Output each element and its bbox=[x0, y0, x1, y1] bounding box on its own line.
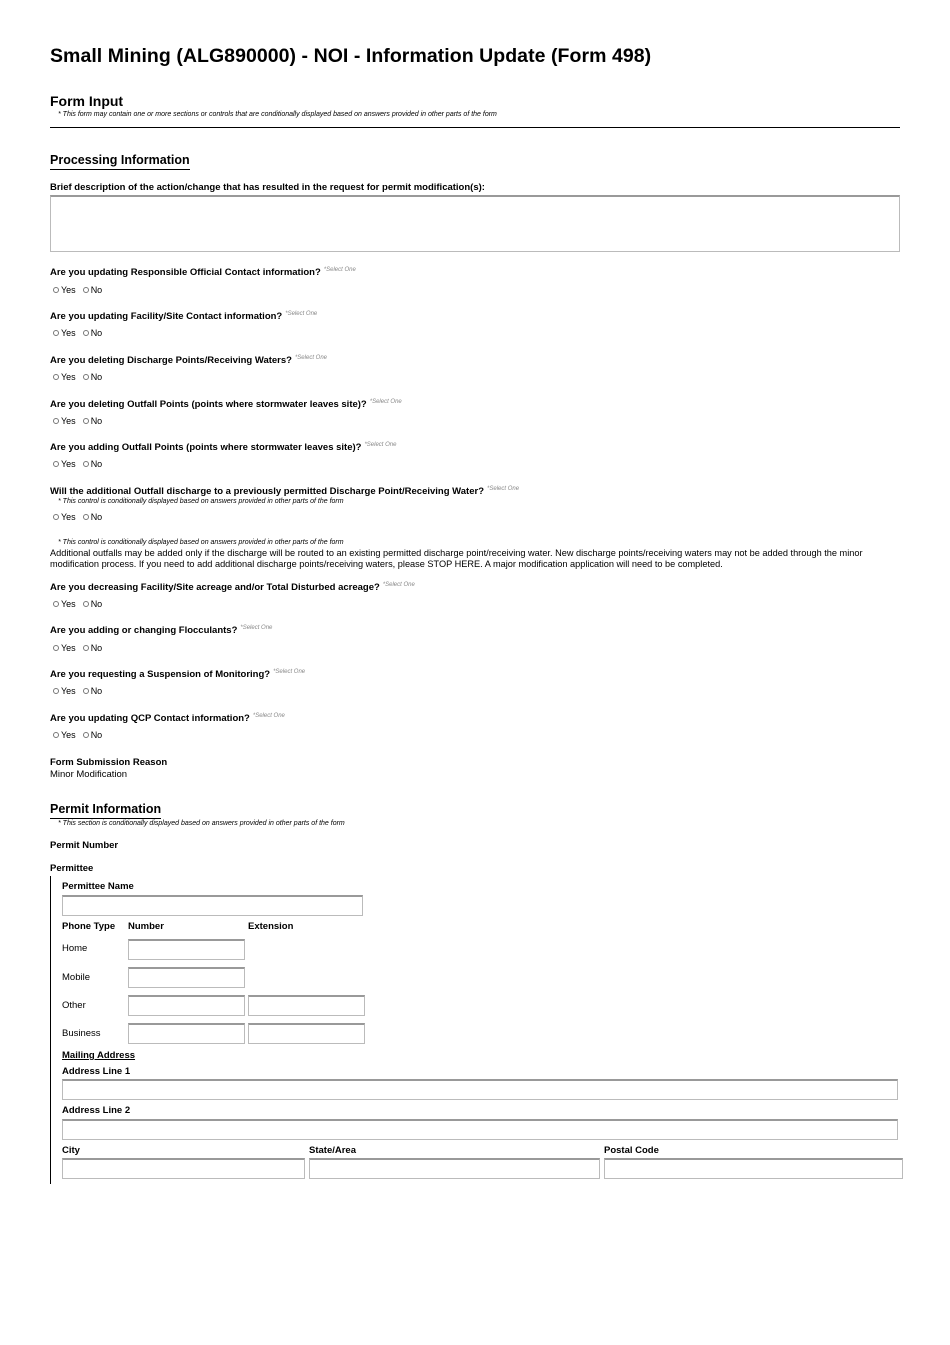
address-line-2-input[interactable] bbox=[62, 1119, 898, 1140]
address-line-2-label: Address Line 2 bbox=[62, 1105, 131, 1116]
postal-code-label: Postal Code bbox=[604, 1145, 659, 1156]
form-input-note: * This form may contain one or more sections or controls that are conditionally displayed based on answers provided in other parts of the form bbox=[58, 111, 497, 118]
form-input-heading: Form Input bbox=[50, 93, 124, 109]
business-extension-input[interactable] bbox=[248, 1023, 365, 1044]
radio-no[interactable] bbox=[83, 374, 89, 380]
radio-no[interactable] bbox=[83, 601, 89, 607]
city-label: City bbox=[62, 1145, 80, 1156]
paragraph-conditional-note: * This control is conditionally displayed based on answers provided in other parts of the form bbox=[58, 539, 344, 546]
radio-no[interactable] bbox=[83, 461, 89, 467]
phone-type-business: Business bbox=[62, 1028, 101, 1039]
radio-no[interactable] bbox=[83, 732, 89, 738]
radio-yes[interactable] bbox=[53, 645, 59, 651]
permittee-name-input[interactable] bbox=[62, 895, 363, 916]
question-adding-outfall-points: Are you adding Outfall Points (points where stormwater leaves site)? $^{*Select One}$ bbox=[50, 442, 397, 453]
home-number-input[interactable] bbox=[128, 939, 245, 960]
question-suspension-monitoring: Are you requesting a Suspension of Monitoring? $^{*Select One}$ bbox=[50, 669, 306, 680]
radio-yes[interactable] bbox=[53, 418, 59, 424]
radio-group-responsible-official: Yes No bbox=[53, 285, 109, 295]
other-extension-input[interactable] bbox=[248, 995, 365, 1016]
other-number-input[interactable] bbox=[128, 995, 245, 1016]
phone-extension-header: Extension bbox=[248, 921, 294, 932]
processing-heading: Processing Information bbox=[50, 153, 190, 170]
question-deleting-outfall-points: Are you deleting Outfall Points (points where stormwater leaves site)? $^{*Select One}$ bbox=[50, 399, 402, 410]
page-title: Small Mining (ALG890000) - NOI - Information Update (Form 498) bbox=[50, 45, 652, 67]
radio-no[interactable] bbox=[83, 418, 89, 424]
divider bbox=[50, 127, 900, 128]
phone-type-header: Phone Type bbox=[62, 921, 116, 932]
radio-group-additional-outfall-discharge: Yes No bbox=[53, 512, 109, 522]
state-label: State/Area bbox=[309, 1145, 356, 1156]
radio-yes[interactable] bbox=[53, 461, 59, 467]
radio-yes[interactable] bbox=[53, 601, 59, 607]
radio-no[interactable] bbox=[83, 645, 89, 651]
radio-group-qcp-contact: Yes No bbox=[53, 730, 109, 740]
radio-group-deleting-discharge-points: Yes No bbox=[53, 372, 109, 382]
description-textarea[interactable] bbox=[50, 195, 900, 252]
phone-type-home: Home bbox=[62, 943, 88, 954]
submission-reason-value: Minor Modification bbox=[50, 769, 128, 780]
radio-yes[interactable] bbox=[53, 374, 59, 380]
question-qcp-contact: Are you updating QCP Contact information? $^{*Select One}$ bbox=[50, 713, 285, 724]
permittee-group-border bbox=[50, 876, 51, 1184]
radio-group-adding-outfall-points: Yes No bbox=[53, 459, 109, 469]
phone-type-mobile: Mobile bbox=[62, 972, 90, 983]
question-additional-outfall-discharge: Will the additional Outfall discharge to a previously permitted Discharge Point/Receiving Water? $^{*Select One}$ bbox=[50, 486, 520, 497]
radio-no[interactable] bbox=[83, 688, 89, 694]
business-number-input[interactable] bbox=[128, 1023, 245, 1044]
phone-type-other: Other bbox=[62, 1000, 86, 1011]
radio-yes[interactable] bbox=[53, 330, 59, 336]
permit-number-label: Permit Number bbox=[50, 840, 119, 851]
address-line-1-label: Address Line 1 bbox=[62, 1066, 131, 1077]
question-flocculants: Are you adding or changing Flocculants? $^{*Select One}$ bbox=[50, 625, 273, 636]
radio-group-suspension-monitoring: Yes No bbox=[53, 686, 109, 696]
radio-no[interactable] bbox=[83, 330, 89, 336]
mobile-number-input[interactable] bbox=[128, 967, 245, 988]
address-line-1-input[interactable] bbox=[62, 1079, 898, 1100]
permittee-label: Permittee bbox=[50, 863, 94, 874]
radio-yes[interactable] bbox=[53, 688, 59, 694]
radio-group-flocculants: Yes No bbox=[53, 643, 109, 653]
radio-no[interactable] bbox=[83, 514, 89, 520]
submission-reason-label: Form Submission Reason bbox=[50, 757, 168, 768]
permit-heading: Permit Information bbox=[50, 802, 161, 819]
radio-group-decreasing-acreage: Yes No bbox=[53, 599, 109, 609]
radio-yes[interactable] bbox=[53, 287, 59, 293]
question-decreasing-acreage: Are you decreasing Facility/Site acreage and/or Total Disturbed acreage? $^{*Select One}$ bbox=[50, 582, 415, 593]
permittee-name-label: Permittee Name bbox=[62, 881, 134, 892]
question-responsible-official: Are you updating Responsible Official Contact information? $^{*Select One}$ bbox=[50, 267, 356, 278]
city-input[interactable] bbox=[62, 1158, 305, 1179]
mailing-address-label: Mailing Address bbox=[62, 1050, 136, 1061]
description-label: Brief description of the action/change that has resulted in the request for permit modification(s): bbox=[50, 182, 485, 193]
state-input[interactable] bbox=[309, 1158, 600, 1179]
radio-no[interactable] bbox=[83, 287, 89, 293]
control-conditional-note: * This control is conditionally displayed based on answers provided in other parts of the form bbox=[58, 498, 344, 505]
radio-yes[interactable] bbox=[53, 514, 59, 520]
radio-group-deleting-outfall-points: Yes No bbox=[53, 416, 109, 426]
radio-yes[interactable] bbox=[53, 732, 59, 738]
question-facility-contact: Are you updating Facility/Site Contact information? $^{*Select One}$ bbox=[50, 311, 318, 322]
postal-code-input[interactable] bbox=[604, 1158, 903, 1179]
phone-number-header: Number bbox=[128, 921, 164, 932]
outfall-instructions: Additional outfalls may be added only if the discharge will be routed to an existing permitted discharge point/receiving water. New discharge points/receiving waters may not be added through the minor modification process. If you need to add additional discharge points/receiving waters, please STOP HERE. A major modification application will need to be completed. bbox=[50, 548, 863, 569]
permit-section-note: * This section is conditionally displayed based on answers provided in other parts of the form bbox=[58, 820, 345, 827]
radio-group-facility-contact: Yes No bbox=[53, 328, 109, 338]
question-deleting-discharge-points: Are you deleting Discharge Points/Receiving Waters? $^{*Select One}$ bbox=[50, 355, 327, 366]
